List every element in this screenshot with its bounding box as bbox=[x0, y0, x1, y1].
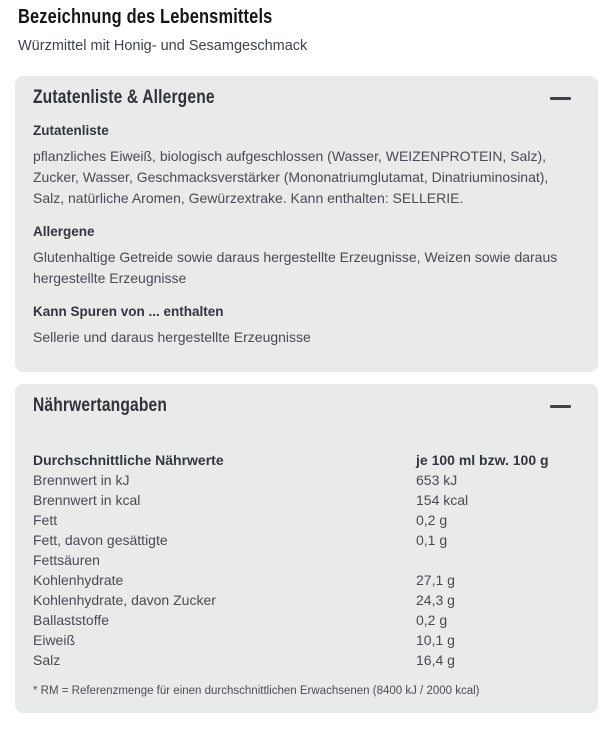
allergens-heading: Allergene bbox=[33, 224, 95, 239]
table-row: Kohlenhydrate 27,1 g bbox=[33, 572, 455, 588]
allergens-text: Glutenhaltige Getreide sowie daraus hergestellte Erzeugnisse, Weizen sowie daraus hergestellte Erzeugnisse bbox=[33, 249, 558, 286]
table-row: Fett, davon gesättigte 0,1 g bbox=[33, 532, 448, 548]
table-row: Fettsäuren bbox=[33, 552, 100, 568]
table-row: Kohlenhydrate, davon Zucker 24,3 g bbox=[33, 592, 455, 608]
collapse-minus-icon[interactable] bbox=[550, 405, 571, 408]
product-designation: Würzmittel mit Honig- und Sesamgeschmack bbox=[18, 38, 308, 54]
table-row: Brennwert in kJ 653 kJ bbox=[33, 472, 458, 488]
table-row: Salz 16,4 g bbox=[33, 652, 455, 668]
page-title-text: Bezeichnung des Lebensmittels bbox=[18, 6, 273, 28]
ingredients-card-title: Zutatenliste & Allergene bbox=[33, 87, 215, 108]
traces-text: Sellerie und daraus hergestellte Erzeugnisse bbox=[33, 329, 311, 345]
table-row: Fett 0,2 g bbox=[33, 512, 448, 528]
table-row: Eiweiß 10,1 g bbox=[33, 632, 455, 648]
nutrition-card bbox=[15, 384, 598, 713]
reference-amount-footnote: * RM = Referenzmenge für einen durchschnittlichen Erwachsenen (8400 kJ / 2000 kcal) bbox=[33, 685, 480, 697]
collapse-minus-icon[interactable] bbox=[550, 97, 571, 100]
nutrition-header-value: je 100 ml bzw. 100 g bbox=[416, 452, 549, 468]
nutrition-table-header-row bbox=[33, 450, 580, 470]
page-title bbox=[18, 6, 598, 28]
ingredients-allergens-card bbox=[15, 76, 598, 372]
nutrition-accordion-header[interactable] bbox=[33, 396, 580, 416]
nutrition-header-label: Durchschnittliche Nährwerte bbox=[33, 452, 224, 468]
nutrition-card-title: Nährwertangaben bbox=[33, 395, 168, 416]
ingredients-accordion-header[interactable] bbox=[33, 88, 580, 108]
traces-heading: Kann Spuren von ... enthalten bbox=[33, 304, 224, 319]
product-info-page bbox=[0, 6, 616, 736]
table-row: Ballaststoffe 0,2 g bbox=[33, 612, 448, 628]
ingredients-list-text: pflanzliches Eiweiß, biologisch aufgeschlossen (Wasser, WEIZENPROTEIN, Salz), Zucker, Wasser, Geschmacksverstärker (Mononatriumglutamat, Dinatriuminosinat), Salz, natürliche Aromen, Gewürzextrake. Kann enthalten: SELLERIE. bbox=[33, 148, 549, 206]
ingredients-list-heading: Zutatenliste bbox=[33, 123, 109, 138]
table-row: Brennwert in kcal 154 kcal bbox=[33, 492, 469, 508]
nutrition-table bbox=[33, 450, 580, 670]
